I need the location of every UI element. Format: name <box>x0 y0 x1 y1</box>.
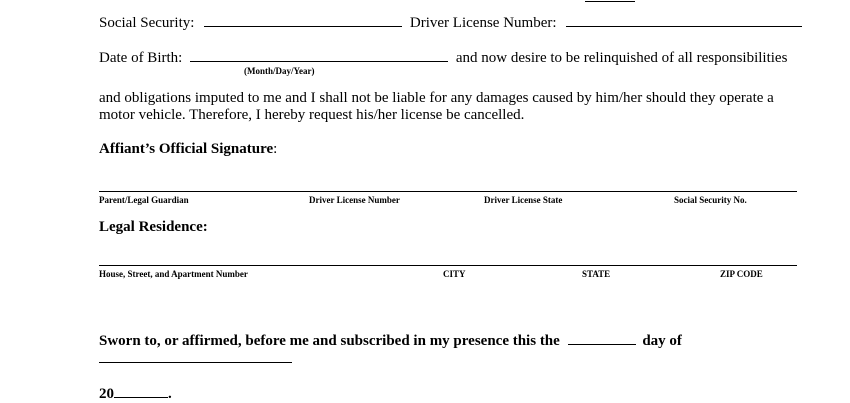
city-caption: CITY <box>443 269 466 279</box>
year-prefix: 20 <box>99 386 114 402</box>
driver-license-number-caption: Driver License Number <box>309 195 400 205</box>
relinquish-text: and now desire to be relinquished of all responsibilities <box>455 50 788 66</box>
obligations-line-1: and obligations imputed to me and I shall not be liable for any damages caused by him/her should they operate a <box>99 90 774 106</box>
day-of-label: day of <box>642 333 682 349</box>
residence-line[interactable] <box>99 265 797 266</box>
social-security-field[interactable] <box>204 13 402 27</box>
social-security-label: Social Security: <box>99 15 195 31</box>
sworn-text: Sworn to, or affirmed, before me and subscribed in my presence this the <box>99 333 560 349</box>
sworn-row <box>99 331 682 350</box>
zip-code-caption: ZIP CODE <box>720 269 763 279</box>
driver-license-number-label: Driver License Number: <box>409 15 557 31</box>
social-security-row <box>99 13 802 32</box>
legal-residence-label: Legal Residence: <box>99 219 208 235</box>
year-suffix: . <box>168 386 172 402</box>
state-caption: STATE <box>582 269 611 279</box>
parent-guardian-caption: Parent/Legal Guardian <box>99 195 189 205</box>
affiant-signature-label: Affiant’s Official Signature <box>99 141 274 157</box>
day-field[interactable] <box>568 331 636 345</box>
address-caption: House, Street, and Apartment Number <box>99 269 248 279</box>
social-security-no-caption: Social Security No. <box>674 195 747 205</box>
date-of-birth-row <box>99 48 787 67</box>
driver-license-state-caption: Driver License State <box>484 195 563 205</box>
obligations-line-2: motor vehicle. Therefore, I hereby request his/her license be cancelled. <box>99 107 525 123</box>
month-field[interactable] <box>99 362 292 363</box>
signature-line[interactable] <box>99 191 797 192</box>
year-field[interactable] <box>114 384 168 398</box>
date-of-birth-label: Date of Birth: <box>99 50 183 66</box>
year-row <box>99 384 172 403</box>
cropped-top-line <box>585 0 635 2</box>
affiant-colon: : <box>273 141 278 157</box>
driver-license-number-field[interactable] <box>566 13 802 27</box>
date-format-hint: (Month/Day/Year) <box>244 66 315 76</box>
date-of-birth-field[interactable] <box>190 48 448 62</box>
affiant-signature-heading <box>99 140 277 158</box>
